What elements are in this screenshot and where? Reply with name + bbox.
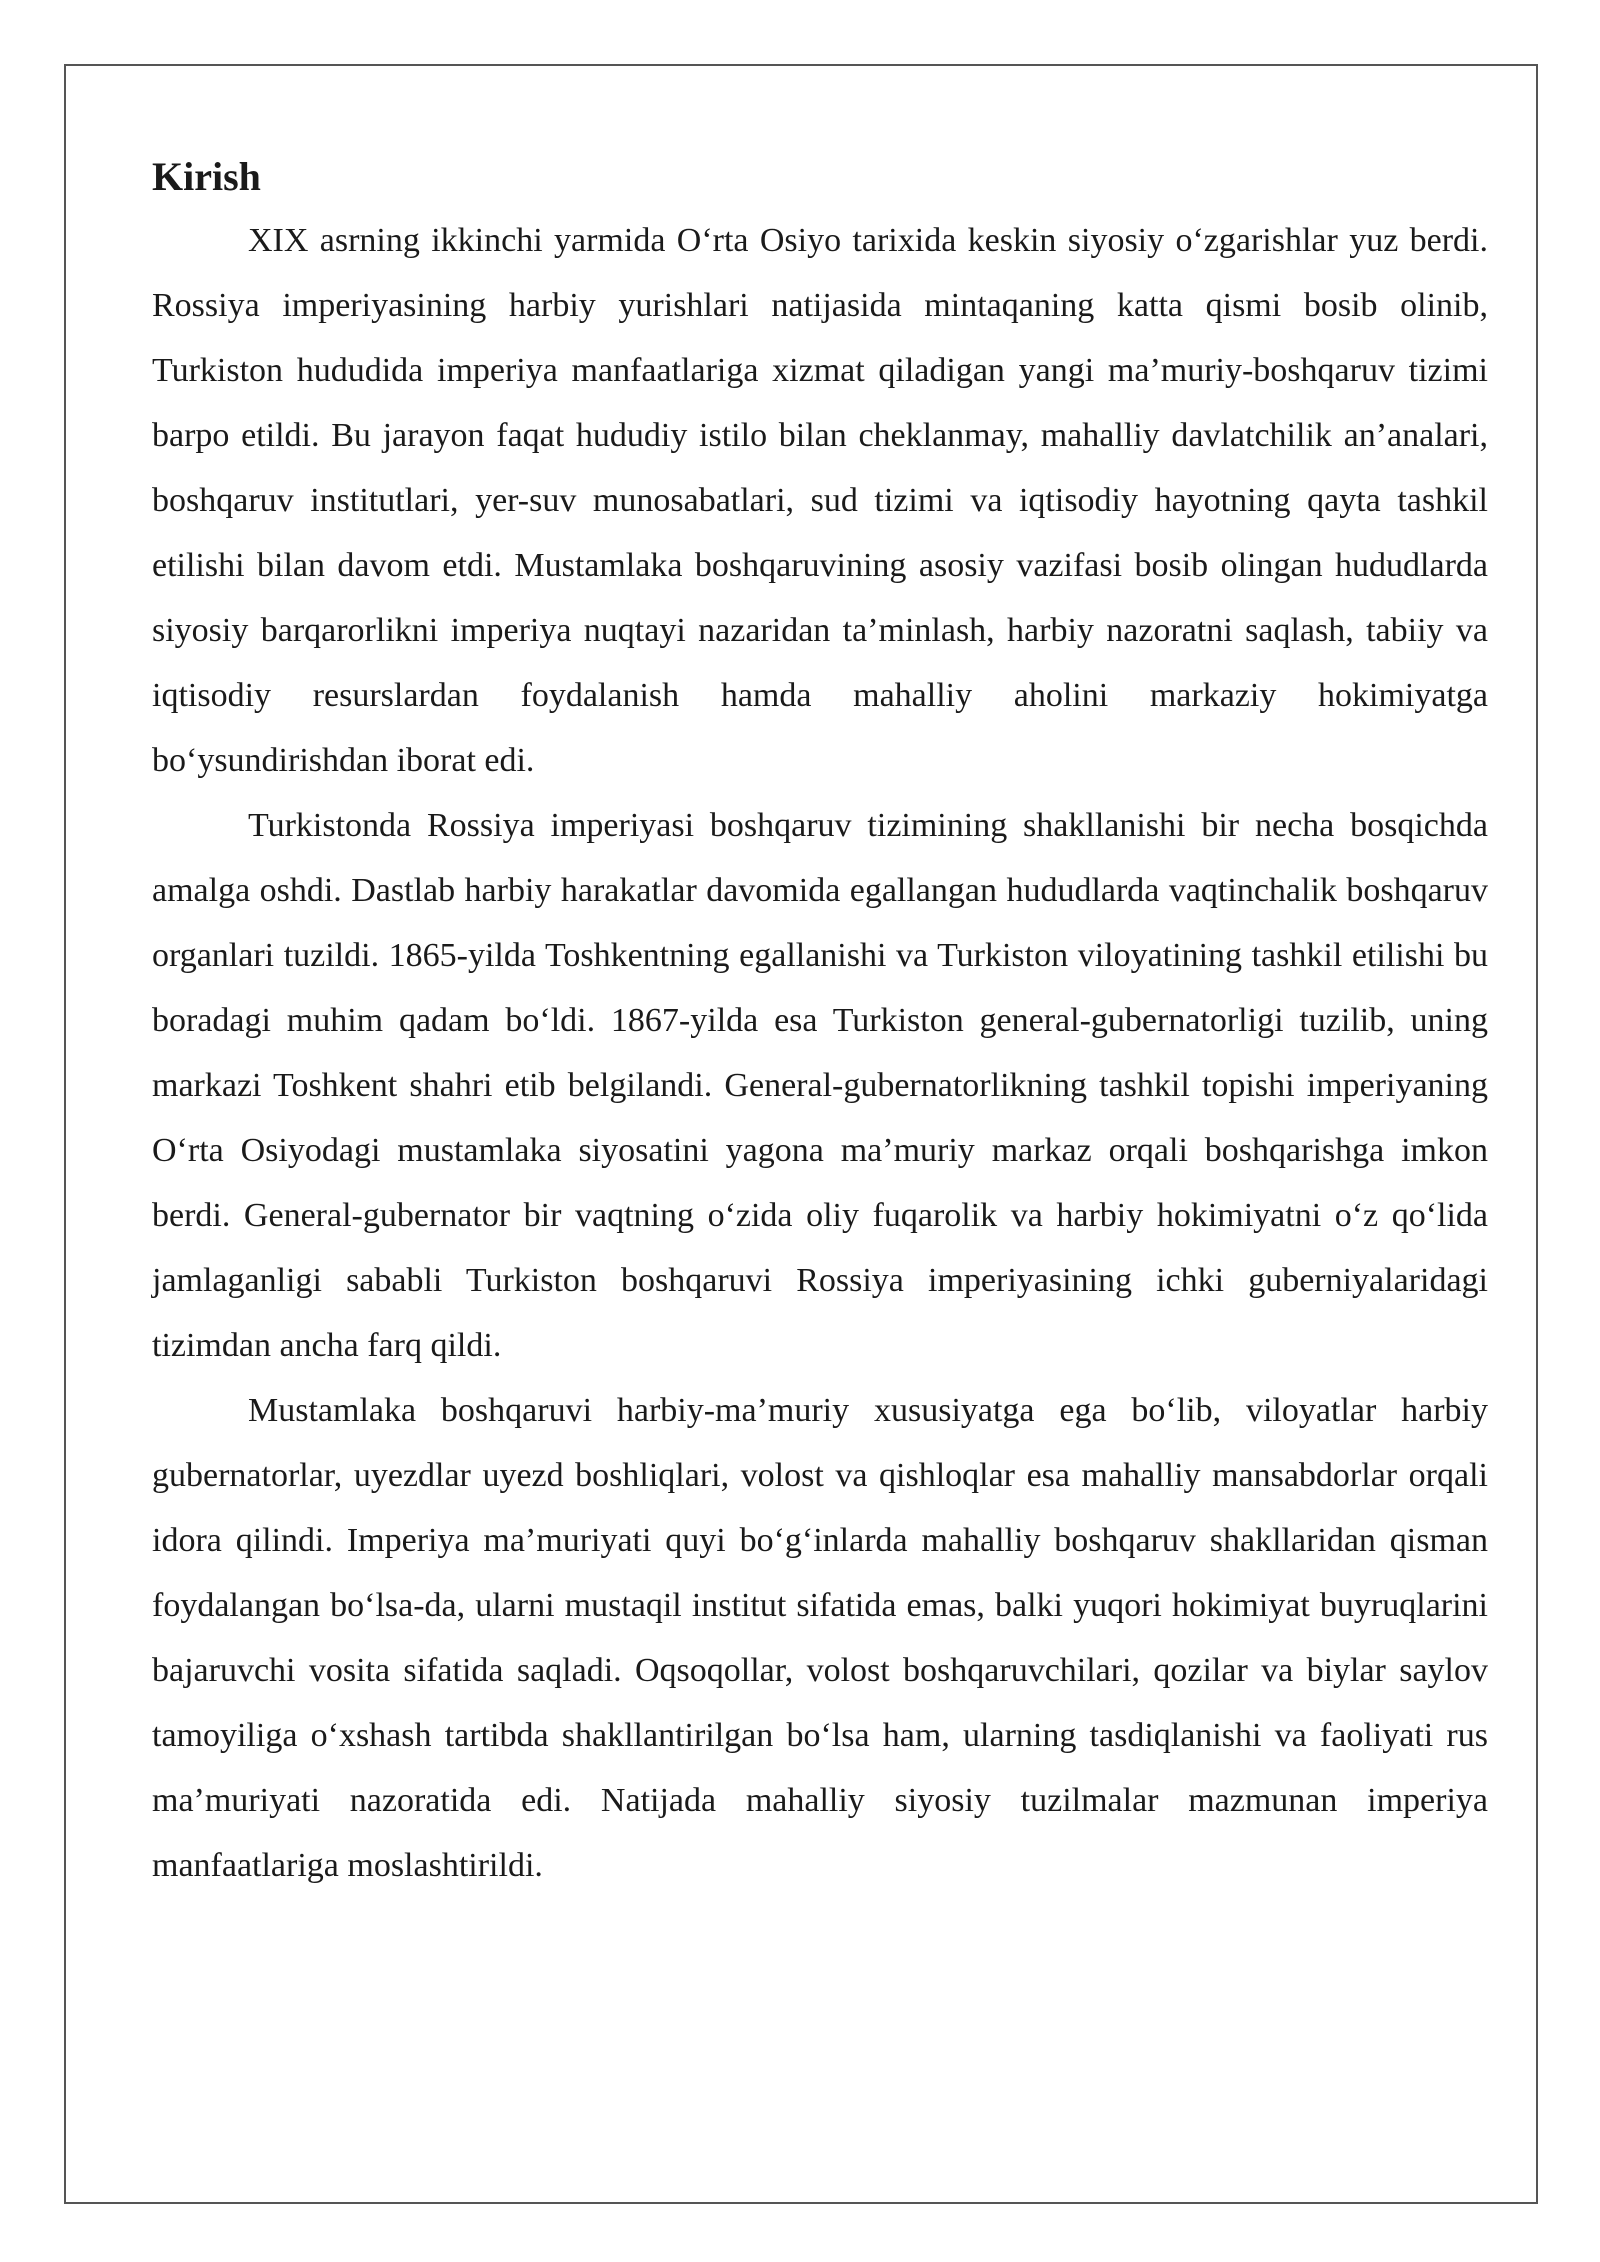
paragraph-2: Turkistonda Rossiya imperiyasi boshqaruv tizimining shakllanishi bir necha bosqichda amalga oshdi. Dastlab harbiy harakatlar davomida egallangan hududlarda vaqtinchalik boshqaruv organlari tuzildi. 1865-yilda Toshkentning egallanishi va Turkiston viloyatining tashkil etilishi bu boradagi muhim qadam bo‘ldi. 1867-yilda esa Turkiston general-gubernatorligi tuzilib, uning markazi Toshkent shahri etib belgilandi. General-gubernatorlikning tashkil topishi imperiyaning O‘rta Osiyodagi mustamlaka siyosatini yagona ma’muriy markaz orqali boshqarishga imkon berdi. General-gubernator bir vaqtning o‘zida oliy fuqarolik va harbiy hokimiyatni o‘z qo‘lida jamlaganligi sababli Turkiston boshqaruvi Rossiya imperiyasining ichki guberniyalaridagi tizimdan ancha farq qildi. xyxy=(152,807,1488,1364)
section-heading: Kirish xyxy=(152,154,261,199)
document-body xyxy=(152,150,1488,1898)
paragraph-1: XIX asrning ikkinchi yarmida O‘rta Osiyo tarixida keskin siyosiy o‘zgarishlar yuz berdi. Rossiya imperiyasining harbiy yurishlari natijasida mintaqaning katta qismi bosib olinib, Turkiston hududida imperiya manfaatlariga xizmat qiladigan yangi ma’muriy-boshqaruv tizimi barpo etildi. Bu jarayon faqat hududiy istilo bilan cheklanmay, mahalliy davlatchilik an’analari, boshqaruv institutlari, yer-suv munosabatlari, sud tizimi va iqtisodiy hayotning qayta tashkil etilishi bilan davom etdi. Mustamlaka boshqaruvining asosiy vazifasi bosib olingan hududlarda siyosiy barqarorlikni imperiya nuqtayi nazaridan ta’minlash, harbiy nazoratni saqlash, tabiiy va iqtisodiy resurslardan foydalanish hamda mahalliy aholini markaziy hokimiyatga bo‘ysundirishdan iborat edi. xyxy=(152,222,1488,779)
paragraph-3: Mustamlaka boshqaruvi harbiy-ma’muriy xususiyatga ega bo‘lib, viloyatlar harbiy gubernatorlar, uyezdlar uyezd boshliqlari, volost va qishloqlar esa mahalliy mansabdorlar orqali idora qilindi. Imperiya ma’muriyati quyi bo‘g‘inlarda mahalliy boshqaruv shakllaridan qisman foydalangan bo‘lsa-da, ularni mustaqil institut sifatida emas, balki yuqori hokimiyat buyruqlarini bajaruvchi vosita sifatida saqladi. Oqsoqollar, volost boshqaruvchilari, qozilar va biylar saylov tamoyiliga o‘xshash tartibda shakllantirilgan bo‘lsa ham, ularning tasdiqlanishi va faoliyati rus ma’muriyati nazoratida edi. Natijada mahalliy siyosiy tuzilmalar mazmunan imperiya manfaatlariga moslashtirildi. xyxy=(152,1392,1488,1884)
